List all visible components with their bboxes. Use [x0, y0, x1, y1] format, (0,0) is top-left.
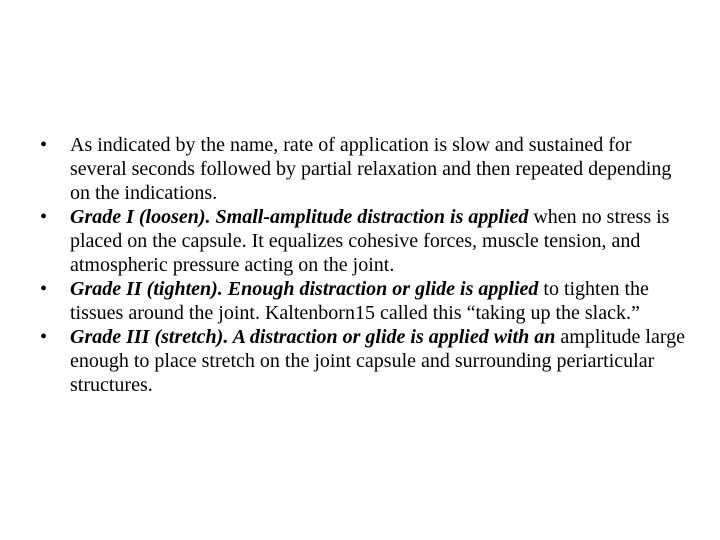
- bullet-emphasis: Grade I (loosen). Small-amplitude distraction is applied: [70, 206, 529, 228]
- bullet-text: As indicated by the name, rate of application is slow and sustained for several seconds followed by partial relaxation and then repeated depending on the indications.: [70, 134, 672, 204]
- bullet-emphasis: Grade II (tighten). Enough distraction or glide is applied: [70, 278, 539, 300]
- bullet-item-grade-2: [40, 277, 690, 325]
- bullet-item-grade-1: [40, 205, 690, 277]
- bullet-item-grade-3: [40, 325, 690, 397]
- bullet-text: amplitude large enough to place stretch on the joint capsule and surrounding periarticular structures.: [70, 326, 686, 396]
- bullet-icon: •: [40, 206, 48, 228]
- bullet-emphasis: Grade III (stretch). A distraction or glide is applied with an: [70, 326, 556, 348]
- bullet-text: when no stress is placed on the capsule. It equalizes cohesive forces, muscle tension, and atmospheric pressure acting on the joint.: [70, 206, 670, 276]
- bullet-icon: •: [40, 278, 48, 300]
- bullet-item-rate: [40, 133, 690, 205]
- bullet-text: to tighten the tissues around the joint. Kaltenborn15 called this “taking up the slack.”: [70, 278, 649, 324]
- bullet-icon: •: [40, 134, 48, 156]
- bullet-icon: •: [40, 326, 48, 348]
- bullet-list: [40, 133, 690, 397]
